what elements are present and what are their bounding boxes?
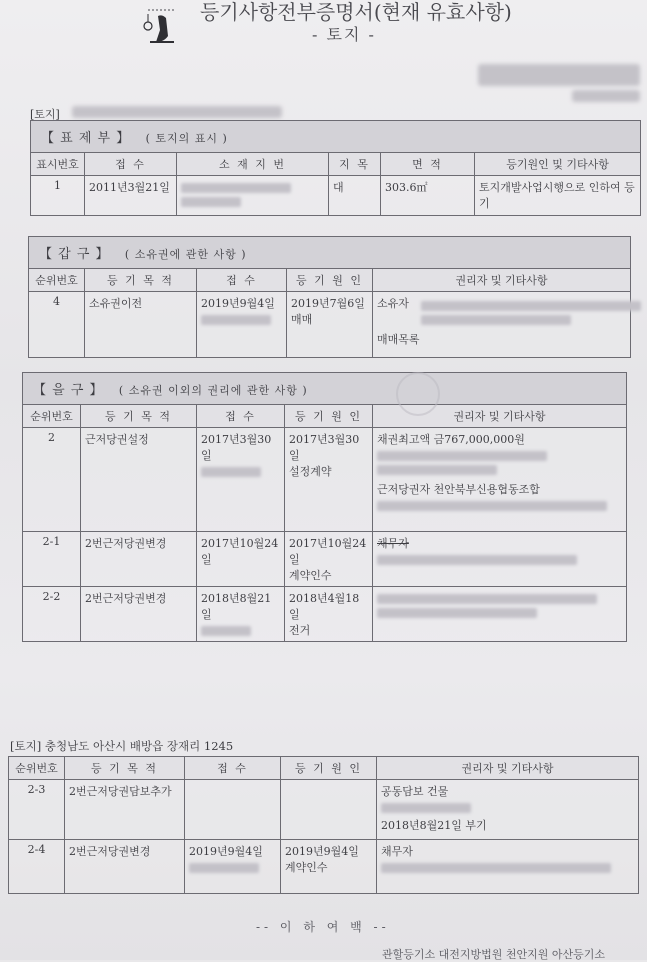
max-claim: 채권최고액 금767,000,000원 bbox=[377, 433, 525, 446]
table-row bbox=[23, 587, 627, 642]
cause: 전거 bbox=[289, 624, 311, 637]
rights-cell bbox=[373, 532, 627, 587]
received-date: 2019년9월4일 bbox=[201, 297, 275, 310]
purpose: 소유권이전 bbox=[85, 292, 197, 358]
cause-cell bbox=[285, 587, 373, 642]
row-number: 2-4 bbox=[9, 840, 65, 894]
received-date: 2019년9월4일 bbox=[189, 845, 263, 858]
received-cell bbox=[197, 292, 287, 358]
table-row bbox=[23, 428, 627, 532]
col-header: 등 기 목 적 bbox=[65, 757, 185, 780]
col-header: 접 수 bbox=[85, 153, 177, 176]
col-header: 접 수 bbox=[185, 757, 281, 780]
cause-date: 2019년9월4일 bbox=[285, 845, 359, 858]
col-header: 등 기 원 인 bbox=[281, 757, 377, 780]
redacted-issuer-2 bbox=[572, 90, 640, 102]
col-header: 권리자 및 기타사항 bbox=[373, 269, 631, 292]
table-row bbox=[31, 176, 641, 216]
received-cell bbox=[185, 840, 281, 894]
col-header: 등 기 목 적 bbox=[85, 269, 197, 292]
cause-date: 2019년7월6일 bbox=[291, 297, 365, 310]
col-header: 표시번호 bbox=[31, 153, 85, 176]
area: 303.6㎡ bbox=[381, 176, 475, 216]
property-label: [토지] bbox=[30, 108, 60, 121]
cause-cell bbox=[287, 292, 373, 358]
document-subtitle: - 토지 - bbox=[312, 25, 376, 44]
mortgagee: 근저당권자 천안북부신용협동조합 bbox=[377, 483, 540, 496]
row-number: 2-2 bbox=[23, 587, 81, 642]
table-row bbox=[23, 532, 627, 587]
purpose: 근저당권설정 bbox=[81, 428, 197, 532]
col-header: 순위번호 bbox=[23, 405, 81, 428]
eulgu-table bbox=[22, 372, 627, 642]
received-cell bbox=[197, 587, 285, 642]
pyojebu-column-headers bbox=[31, 153, 641, 176]
row-number: 4 bbox=[29, 292, 85, 358]
col-header: 권리자 및 기타사항 bbox=[377, 757, 639, 780]
purpose: 2번근저당권변경 bbox=[81, 587, 197, 642]
table-row bbox=[9, 840, 639, 894]
received-date: 2017년3월30일 bbox=[201, 433, 272, 462]
rights-cell bbox=[377, 840, 639, 894]
received-date: 2011년3월21일 bbox=[85, 176, 177, 216]
debtor-label: 채무자 bbox=[377, 537, 409, 550]
cause-cell bbox=[285, 532, 373, 587]
joint-collateral: 공동담보 건물 bbox=[381, 785, 449, 798]
registry-office-footer: 관할등기소 대전지방법원 천안지원 아산등기소 bbox=[382, 948, 606, 961]
col-header: 순위번호 bbox=[29, 269, 85, 292]
rights-cell bbox=[373, 587, 627, 642]
purpose: 2번근저당권담보추가 bbox=[65, 780, 185, 840]
cause: 계약인수 bbox=[289, 569, 332, 582]
land-type: 대 bbox=[329, 176, 381, 216]
cause: 계약인수 bbox=[285, 861, 328, 874]
row-number: 2 bbox=[23, 428, 81, 532]
col-header: 순위번호 bbox=[9, 757, 65, 780]
pyojebu-desc: ( 토지의 표시 ) bbox=[145, 132, 228, 145]
cause-cell bbox=[281, 840, 377, 894]
gapgu-desc: ( 소유권에 관한 사항 ) bbox=[124, 248, 247, 261]
col-header: 지 목 bbox=[329, 153, 381, 176]
cause-detail: 토지개발사업시행으로 인하여 등기 bbox=[475, 176, 641, 216]
table-row bbox=[9, 780, 639, 840]
redacted-property-address bbox=[72, 106, 282, 118]
row-number: 2-3 bbox=[9, 780, 65, 840]
col-header: 접 수 bbox=[197, 405, 285, 428]
rights-cell bbox=[377, 780, 639, 840]
document-title: 등기사항전부증명서(현재 유효사항) bbox=[200, 0, 512, 24]
holder-cell bbox=[373, 292, 631, 358]
end-of-record-mark: -- 이 하 여 백 -- bbox=[256, 920, 390, 934]
eulgu-header bbox=[23, 373, 627, 405]
col-header: 등기원인 및 기타사항 bbox=[475, 153, 641, 176]
pyojebu-title: 【 표 제 부 】 bbox=[41, 131, 131, 146]
cause-date: 2018년4월18일 bbox=[289, 592, 360, 621]
col-header: 등 기 원 인 bbox=[287, 269, 373, 292]
eulgu-title: 【 을 구 】 bbox=[33, 383, 104, 398]
continuation-header: [토지] 충청남도 아산시 배방읍 장재리 1245 bbox=[10, 739, 234, 753]
purpose: 2번근저당권변경 bbox=[65, 840, 185, 894]
col-header: 접 수 bbox=[197, 269, 287, 292]
annex-date: 2018년8월21일 부기 bbox=[381, 819, 487, 832]
rights-cell bbox=[373, 428, 627, 532]
holder-label: 소유자 bbox=[377, 297, 409, 310]
received-cell bbox=[197, 428, 285, 532]
location-cell bbox=[177, 176, 329, 216]
purpose: 2번근저당권변경 bbox=[81, 532, 197, 587]
pyojebu-header bbox=[31, 121, 641, 153]
col-header: 등 기 목 적 bbox=[81, 405, 197, 428]
received-date bbox=[185, 780, 281, 840]
col-header: 권리자 및 기타사항 bbox=[373, 405, 627, 428]
gapgu-table bbox=[28, 236, 631, 358]
col-header: 등 기 원 인 bbox=[285, 405, 373, 428]
gapgu-column-headers bbox=[29, 269, 631, 292]
row-number: 2-1 bbox=[23, 532, 81, 587]
col-header: 면 적 bbox=[381, 153, 475, 176]
continuation-table bbox=[8, 756, 639, 894]
received-date: 2017년10월24일 bbox=[197, 532, 285, 587]
cause: 설정계약 bbox=[289, 465, 332, 478]
received-date: 2018년8월21일 bbox=[201, 592, 272, 621]
seal-stamp-icon bbox=[396, 372, 440, 416]
eulgu-desc: ( 소유권 이외의 권리에 관한 사항 ) bbox=[118, 384, 308, 397]
pyojebu-table bbox=[30, 120, 641, 216]
redacted-issuer bbox=[478, 64, 640, 86]
gapgu-header bbox=[29, 237, 631, 269]
col-header: 소 재 지 번 bbox=[177, 153, 329, 176]
row-number: 1 bbox=[31, 176, 85, 216]
eulgu-column-headers bbox=[23, 405, 627, 428]
cause bbox=[281, 780, 377, 840]
cause-date: 2017년10월24일 bbox=[289, 537, 367, 566]
cause-cell bbox=[285, 428, 373, 532]
holder-extra: 매매목록 bbox=[377, 333, 420, 346]
cause-date: 2017년3월30일 bbox=[289, 433, 360, 462]
debtor-label: 채무자 bbox=[381, 845, 413, 858]
gapgu-title: 【 갑 구 】 bbox=[39, 247, 110, 262]
court-logo-icon bbox=[138, 6, 186, 48]
continuation-column-headers bbox=[9, 757, 639, 780]
cause: 매매 bbox=[291, 313, 313, 326]
table-row bbox=[29, 292, 631, 358]
